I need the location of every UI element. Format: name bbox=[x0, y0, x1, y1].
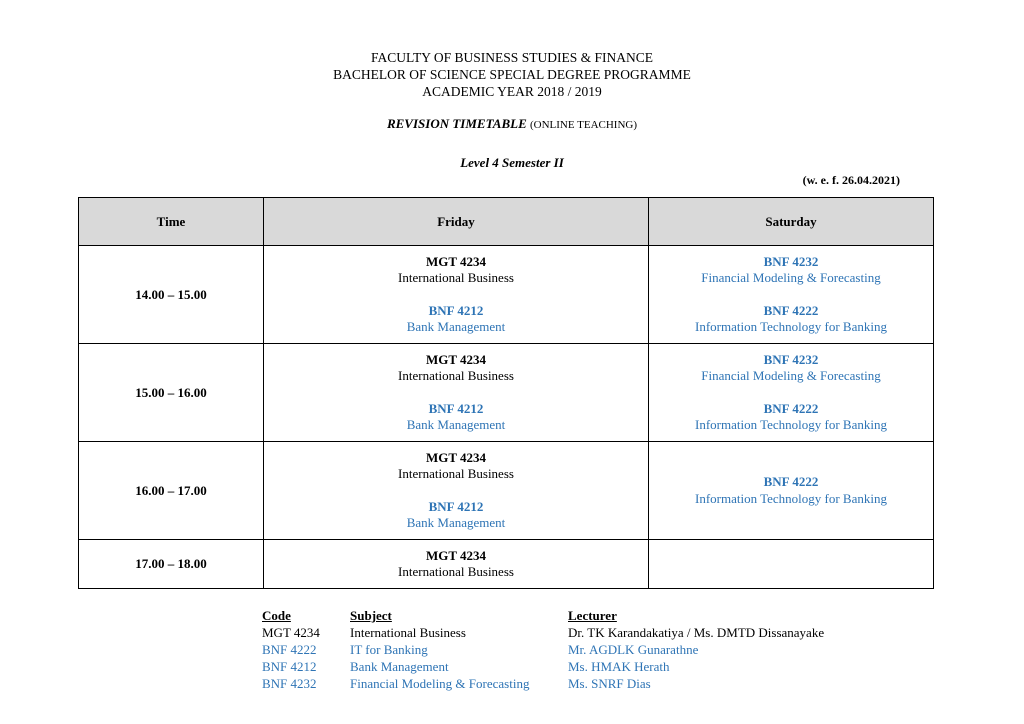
saturday-cell bbox=[649, 246, 934, 344]
legend-row bbox=[262, 658, 888, 675]
timetable-row bbox=[79, 540, 934, 589]
column-header-friday: Friday bbox=[264, 198, 649, 246]
legend-subject: IT for Banking bbox=[350, 642, 428, 657]
course-name: Bank Management bbox=[406, 515, 506, 530]
legend-lecturer: Ms. HMAK Herath bbox=[568, 659, 670, 674]
friday-sessions bbox=[264, 254, 648, 336]
course-name: Information Technology for Banking bbox=[694, 490, 887, 506]
saturday-cell bbox=[649, 540, 934, 589]
course-code: BNF 4212 bbox=[428, 302, 484, 318]
course-code: BNF 4232 bbox=[763, 253, 819, 269]
saturday-sessions bbox=[649, 474, 933, 507]
course-name: Financial Modeling & Forecasting bbox=[701, 270, 881, 285]
legend-code: BNF 4232 bbox=[262, 676, 317, 691]
column-header-time: Time bbox=[79, 198, 264, 246]
course-legend bbox=[262, 607, 888, 692]
timetable-subtitle bbox=[0, 116, 1024, 132]
legend-row bbox=[262, 624, 888, 641]
faculty-title: FACULTY OF BUSINESS STUDIES & FINANCE bbox=[371, 50, 653, 65]
legend-code: MGT 4234 bbox=[262, 625, 320, 640]
subtitle-main: REVISION TIMETABLE bbox=[386, 116, 527, 131]
timetable bbox=[78, 197, 934, 589]
course-name: International Business bbox=[398, 466, 514, 481]
saturday-sessions bbox=[649, 254, 933, 336]
course-code: MGT 4234 bbox=[425, 449, 487, 465]
timetable-header-row bbox=[79, 198, 934, 246]
subtitle-note: (ONLINE TEACHING) bbox=[530, 119, 638, 131]
effective-date: (w. e. f. 26.04.2021) bbox=[802, 173, 900, 187]
friday-sessions bbox=[264, 450, 648, 532]
course-name: Information Technology for Banking bbox=[694, 319, 887, 334]
course-name: International Business bbox=[398, 564, 514, 579]
friday-cell bbox=[264, 442, 649, 540]
legend-lecturer: Dr. TK Karandakatiya / Ms. DMTD Dissanayake bbox=[568, 625, 825, 640]
legend-header-subject: Subject bbox=[350, 608, 392, 623]
course-code: BNF 4222 bbox=[763, 302, 819, 318]
time-slot: 14.00 – 15.00 bbox=[79, 246, 264, 344]
course-code: BNF 4212 bbox=[428, 400, 484, 416]
legend-header-lecturer: Lecturer bbox=[568, 608, 617, 623]
course-code: MGT 4234 bbox=[425, 351, 487, 367]
course-code: BNF 4222 bbox=[763, 400, 819, 416]
legend-code: BNF 4222 bbox=[262, 642, 317, 657]
legend-lecturer: Ms. SNRF Dias bbox=[568, 676, 651, 691]
course-name: International Business bbox=[398, 270, 514, 285]
course-name: International Business bbox=[398, 368, 514, 383]
legend-subject: Financial Modeling & Forecasting bbox=[350, 676, 530, 691]
legend-code: BNF 4212 bbox=[262, 659, 317, 674]
timetable-row bbox=[79, 442, 934, 540]
legend-subject: International Business bbox=[350, 625, 466, 640]
course-code: BNF 4212 bbox=[428, 498, 484, 514]
legend-row bbox=[262, 641, 888, 658]
time-slot: 16.00 – 17.00 bbox=[79, 442, 264, 540]
timetable-row bbox=[79, 344, 934, 442]
course-name: Bank Management bbox=[406, 417, 506, 432]
course-code: MGT 4234 bbox=[425, 547, 487, 563]
legend-header-code: Code bbox=[262, 608, 291, 623]
course-name: Bank Management bbox=[406, 319, 506, 334]
course-name: Information Technology for Banking bbox=[694, 417, 887, 432]
course-name: Financial Modeling & Forecasting bbox=[701, 368, 881, 383]
saturday-cell bbox=[649, 344, 934, 442]
legend-lecturer: Mr. AGDLK Gunarathne bbox=[568, 642, 699, 657]
course-code: BNF 4232 bbox=[763, 351, 819, 367]
legend-row bbox=[262, 675, 888, 692]
level-semester: Level 4 Semester II bbox=[460, 155, 564, 170]
friday-sessions bbox=[264, 548, 648, 581]
saturday-sessions bbox=[649, 352, 933, 434]
legend-subject: Bank Management bbox=[350, 659, 449, 674]
legend-header-row bbox=[262, 607, 888, 624]
programme-title: BACHELOR OF SCIENCE SPECIAL DEGREE PROGRAMME bbox=[333, 67, 691, 82]
friday-cell bbox=[264, 246, 649, 344]
saturday-cell bbox=[649, 442, 934, 540]
timetable-row bbox=[79, 246, 934, 344]
course-code: MGT 4234 bbox=[425, 253, 487, 269]
friday-cell bbox=[264, 344, 649, 442]
column-header-saturday: Saturday bbox=[649, 198, 934, 246]
course-code: BNF 4222 bbox=[763, 474, 819, 489]
academic-year: ACADEMIC YEAR 2018 / 2019 bbox=[422, 84, 602, 99]
friday-sessions bbox=[264, 352, 648, 434]
time-slot: 15.00 – 16.00 bbox=[79, 344, 264, 442]
friday-cell bbox=[264, 540, 649, 589]
time-slot: 17.00 – 18.00 bbox=[79, 540, 264, 589]
